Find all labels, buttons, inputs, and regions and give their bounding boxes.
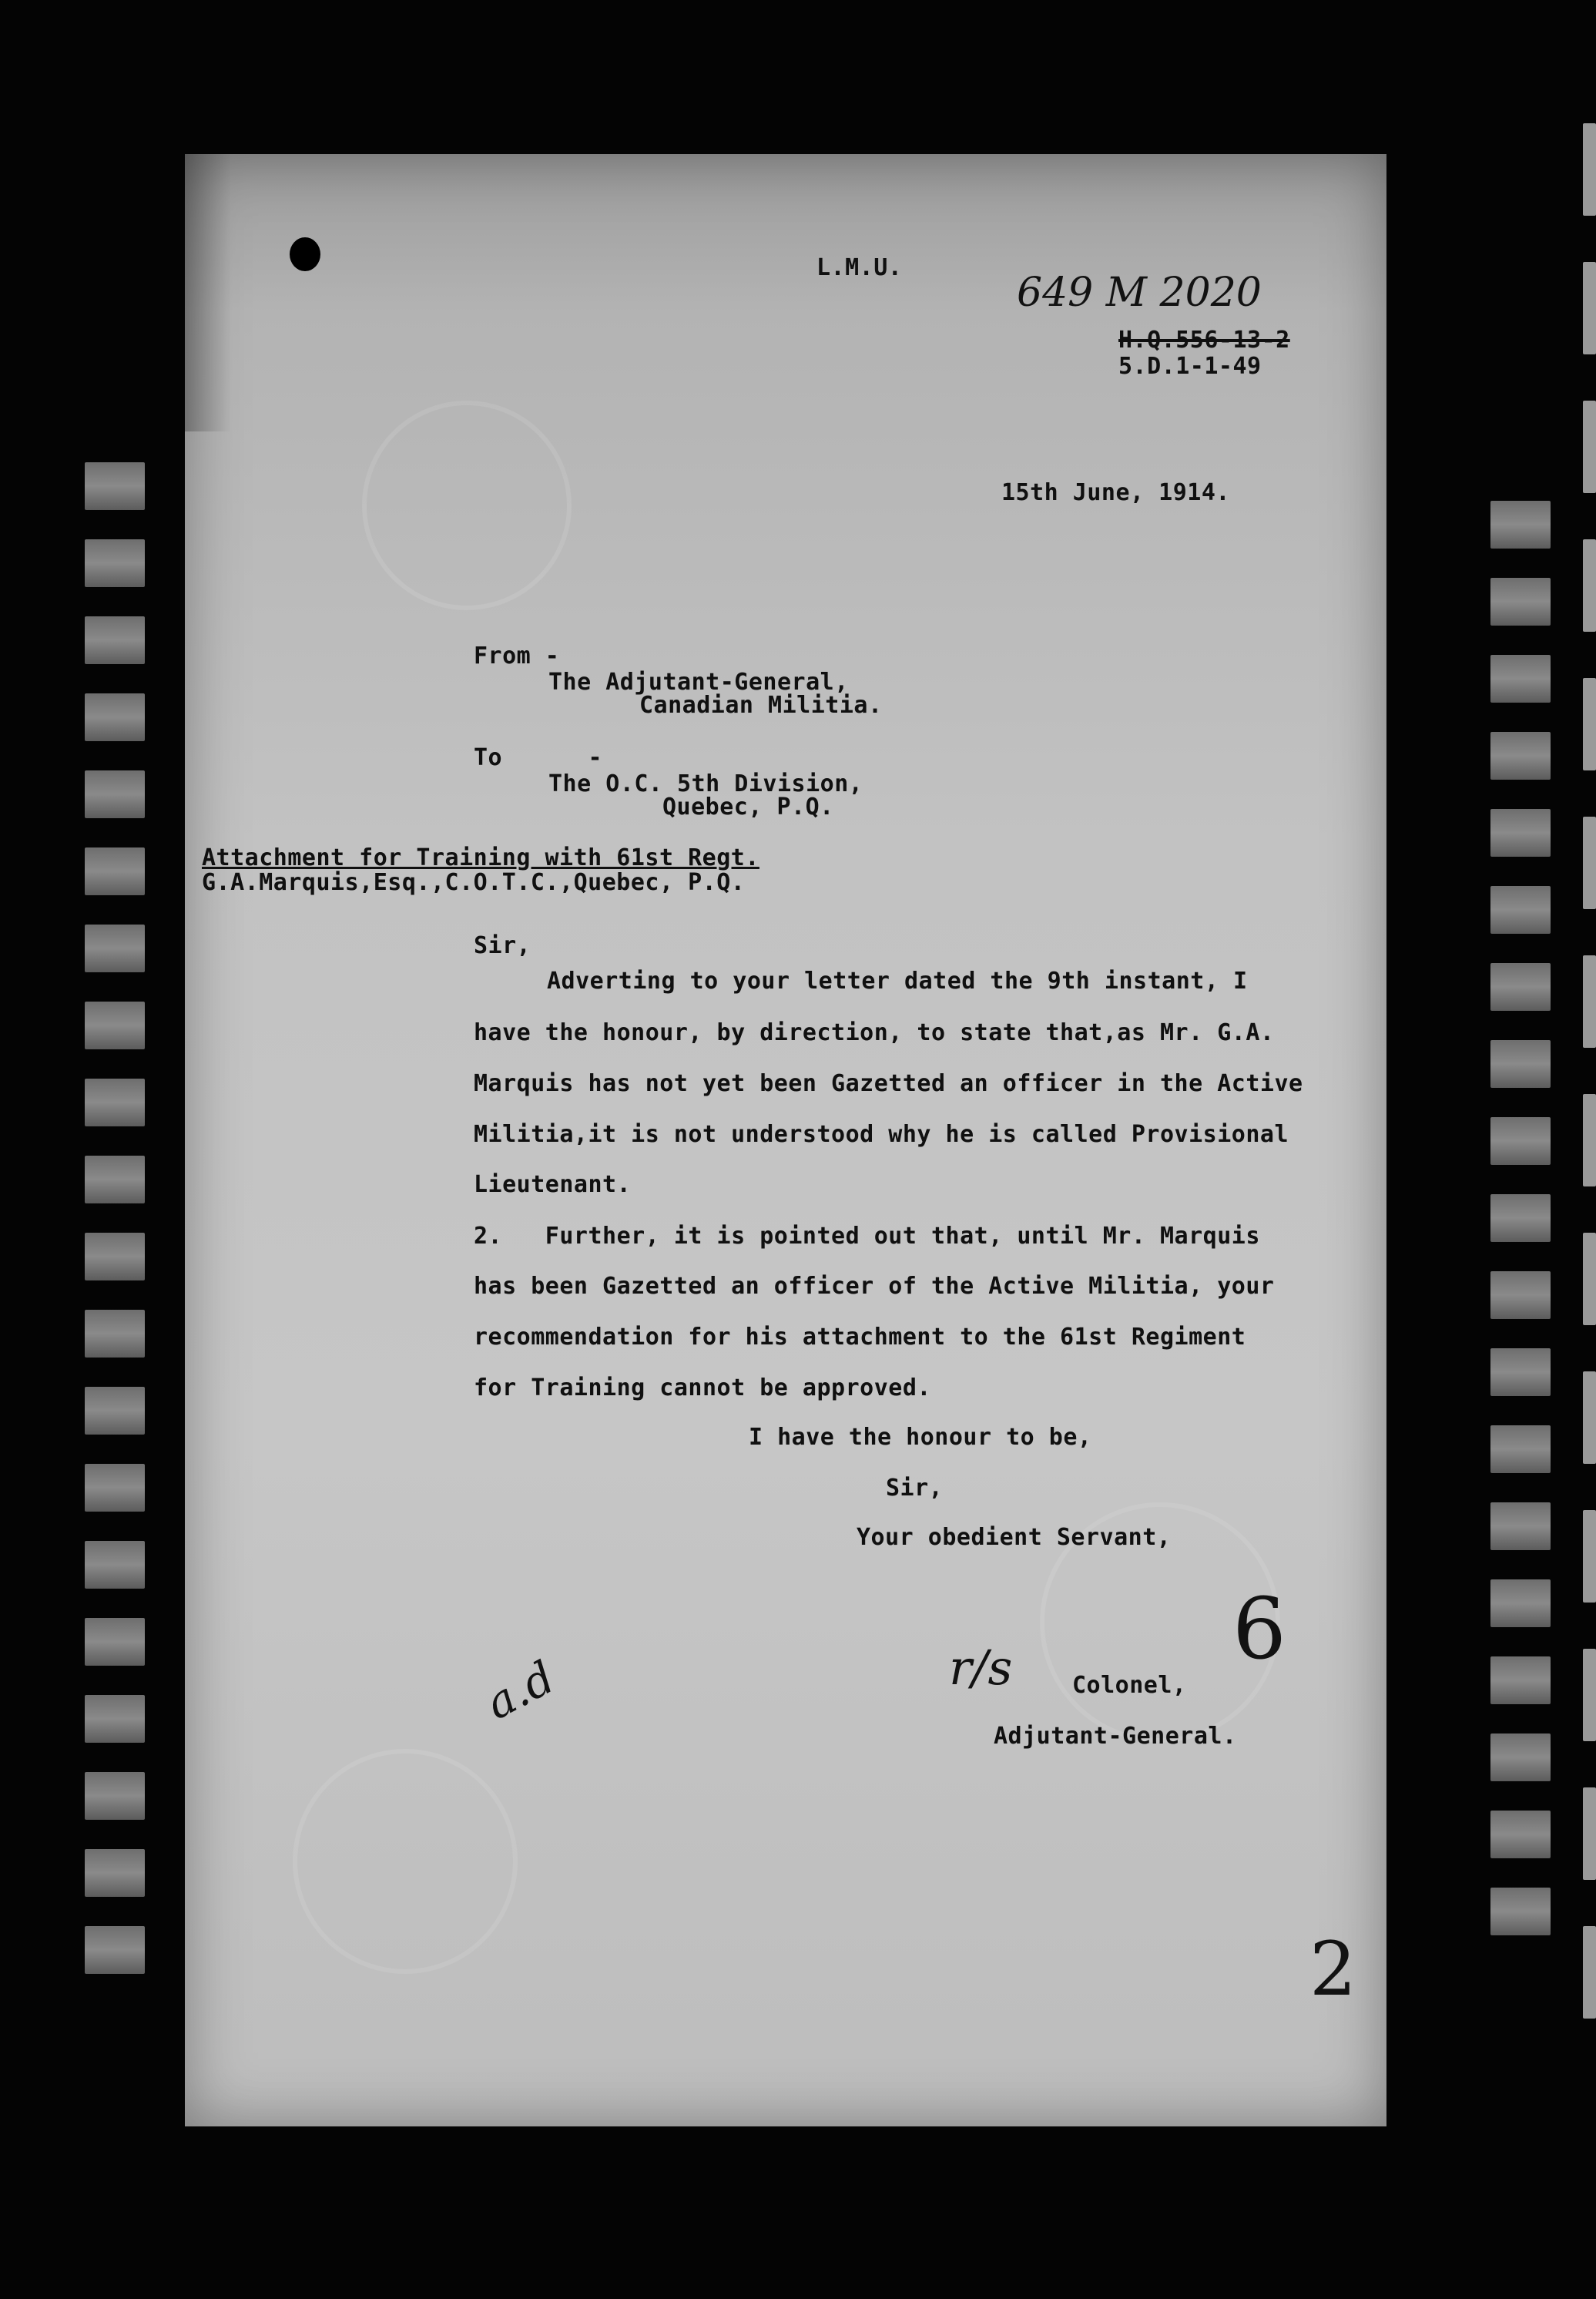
faint-stamp-mark	[362, 401, 572, 610]
handwritten-reference: 649 M 2020	[1017, 270, 1262, 316]
office-mark: L.M.U.	[816, 254, 903, 281]
body-line: Lieutenant.	[474, 1171, 632, 1198]
from-line-1: The Adjutant-General,	[548, 669, 849, 696]
punch-hole	[290, 237, 320, 271]
to-label: To -	[474, 744, 603, 771]
signature-title-2: Adjutant-General.	[994, 1723, 1237, 1750]
handwritten-initials-signature: r/s	[949, 1640, 1013, 1696]
body-line: for Training cannot be approved.	[474, 1374, 931, 1401]
to-line-1: The O.C. 5th Division,	[548, 770, 863, 797]
letter-date: 15th June, 1914.	[1001, 479, 1230, 506]
film-sprocket-right	[1490, 501, 1551, 1965]
to-line-2: Quebec, P.Q.	[662, 794, 834, 821]
handwritten-sheet-number: 2	[1309, 1926, 1357, 2012]
closing-line-2: Sir,	[886, 1475, 944, 1502]
salutation: Sir,	[474, 932, 531, 959]
handwritten-page-number: 6	[1232, 1579, 1286, 1678]
file-reference-struck: H.Q.556-13-2	[1118, 327, 1290, 354]
subject-line-1: Attachment for Training with 61st Regt.	[202, 844, 759, 871]
handwritten-initials-left: a.d	[477, 1650, 563, 1730]
faint-stamp-mark	[293, 1749, 518, 1974]
from-line-2: Canadian Militia.	[639, 692, 883, 719]
closing-line-3: Your obedient Servant,	[857, 1524, 1172, 1551]
body-line: Militia,it is not understood why he is called Provisional	[474, 1121, 1289, 1148]
body-line: 2. Further, it is pointed out that, until Mr. Marquis	[474, 1223, 1260, 1250]
paper-fold-shadow	[185, 154, 231, 431]
body-line: Adverting to your letter dated the 9th instant, I	[547, 968, 1248, 995]
body-line: Marquis has not yet been Gazetted an officer in the Active	[474, 1070, 1303, 1097]
signature-title-1: Colonel,	[1072, 1672, 1187, 1699]
film-sprocket-edge	[1583, 123, 1596, 2065]
closing-line-1: I have the honour to be,	[749, 1424, 1092, 1451]
subject-line-2: G.A.Marquis,Esq.,C.O.T.C.,Quebec, P.Q.	[202, 869, 746, 896]
body-line: recommendation for his attachment to the 61st Regiment	[474, 1324, 1246, 1351]
body-line: has been Gazetted an officer of the Active Militia, your	[474, 1273, 1275, 1300]
from-label: From -	[474, 643, 560, 670]
file-reference: 5.D.1-1-49	[1118, 353, 1262, 380]
film-sprocket-left	[85, 462, 145, 2003]
body-line: have the honour, by direction, to state that,as Mr. G.A.	[474, 1019, 1275, 1046]
